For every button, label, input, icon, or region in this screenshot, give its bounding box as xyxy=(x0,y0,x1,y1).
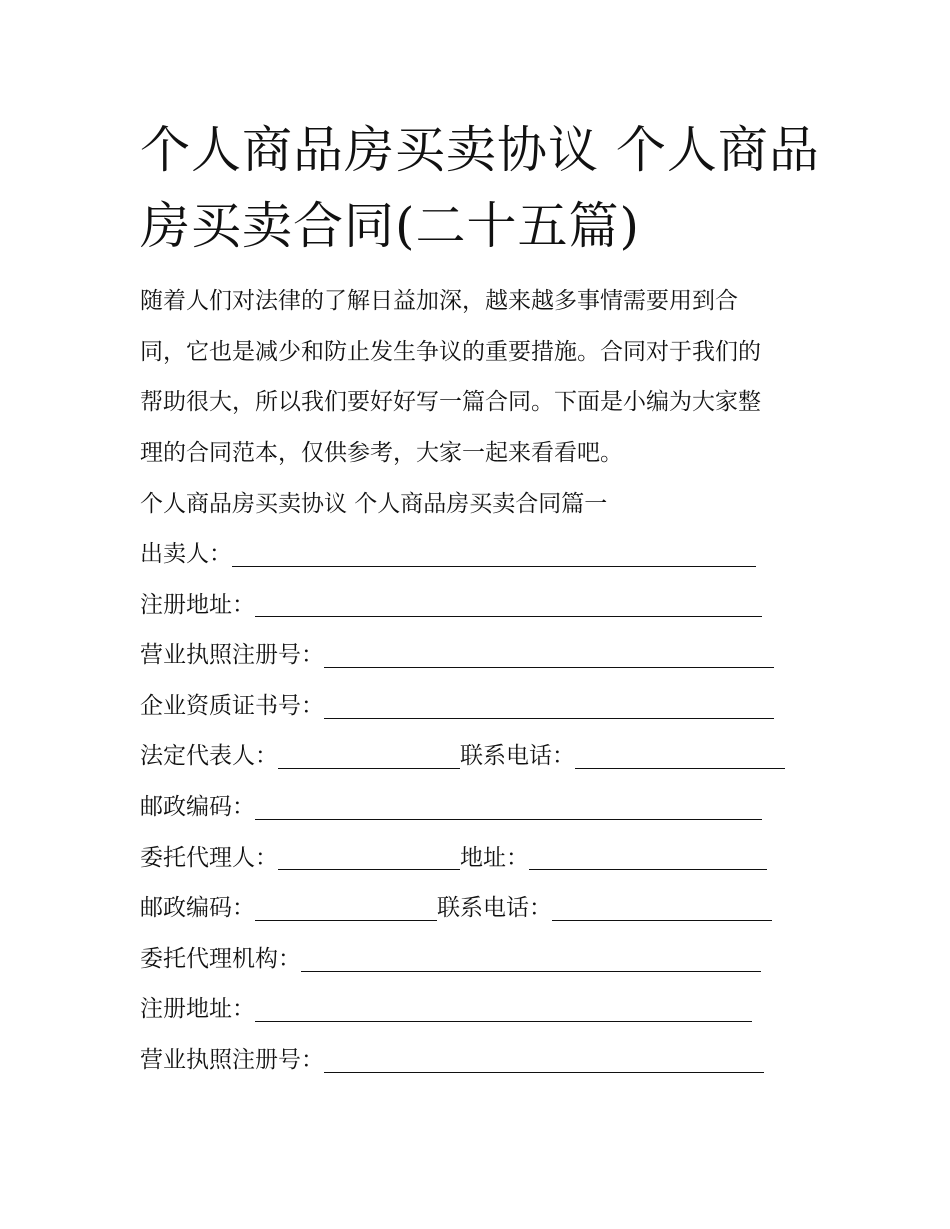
field-row-reg-address xyxy=(140,984,830,1035)
agency-blank[interactable] xyxy=(301,943,761,972)
field-label: 联系电话： xyxy=(437,895,552,922)
field-row-reg-address xyxy=(140,580,830,631)
reg-address-blank[interactable] xyxy=(255,993,752,1022)
field-row-license-no xyxy=(140,630,830,681)
intro-line: 同，它也是减少和防止发生争议的重要措施。合同对于我们的 xyxy=(140,338,761,365)
seller-blank[interactable] xyxy=(232,538,756,567)
postcode-blank[interactable] xyxy=(255,892,437,921)
field-row-qualification-no xyxy=(140,681,830,732)
field-label: 邮政编码： xyxy=(140,895,255,922)
field-label: 法定代表人： xyxy=(140,743,278,770)
field-label: 出卖人： xyxy=(140,541,232,567)
field-label: 企业资质证书号： xyxy=(140,692,324,719)
legal-rep-blank[interactable] xyxy=(278,740,460,769)
field-row-seller xyxy=(140,529,830,580)
title-line-2: 房买卖合同(二十五篇) xyxy=(140,197,641,255)
field-label: 注册地址： xyxy=(140,996,255,1023)
field-row-agency xyxy=(140,934,830,985)
agent-blank[interactable] xyxy=(278,841,460,870)
field-label: 营业执照注册号： xyxy=(140,1046,324,1073)
intro-line: 帮助很大，所以我们要好好写一篇合同。下面是小编为大家整 xyxy=(140,389,761,415)
field-row-license-no xyxy=(140,1035,830,1086)
postcode-blank[interactable] xyxy=(255,791,762,820)
field-label: 联系电话： xyxy=(460,743,575,770)
field-row-agent xyxy=(140,833,830,884)
title-line-1: 个人商品房买卖协议 个人商品 xyxy=(140,121,820,179)
field-row-postcode xyxy=(140,782,830,833)
license-no-blank[interactable] xyxy=(324,1044,764,1073)
reg-address-blank[interactable] xyxy=(255,588,762,617)
field-row-legal-rep xyxy=(140,731,830,782)
field-label: 邮政编码： xyxy=(140,793,255,820)
license-no-blank[interactable] xyxy=(324,639,774,668)
phone-blank[interactable] xyxy=(552,892,772,921)
phone-blank[interactable] xyxy=(575,740,785,769)
address-blank[interactable] xyxy=(529,841,767,870)
intro-line: 理的合同范本，仅供参考，大家一起来看看吧。 xyxy=(140,439,623,466)
field-label: 委托代理人： xyxy=(140,844,278,871)
document-title xyxy=(140,112,820,264)
field-row-postcode-phone xyxy=(140,883,830,934)
field-label: 地址： xyxy=(460,844,529,871)
intro-line: 随着人们对法律的了解日益加深，越来越多事情需要用到合 xyxy=(140,288,738,314)
field-label: 注册地址： xyxy=(140,591,255,618)
qualification-no-blank[interactable] xyxy=(324,690,774,719)
section-heading: 个人商品房买卖协议 个人商品房买卖合同篇一 xyxy=(140,491,608,517)
field-label: 委托代理机构： xyxy=(140,945,301,972)
field-label: 营业执照注册号： xyxy=(140,642,324,669)
form-fields xyxy=(140,529,830,1086)
intro-paragraph xyxy=(140,276,820,478)
